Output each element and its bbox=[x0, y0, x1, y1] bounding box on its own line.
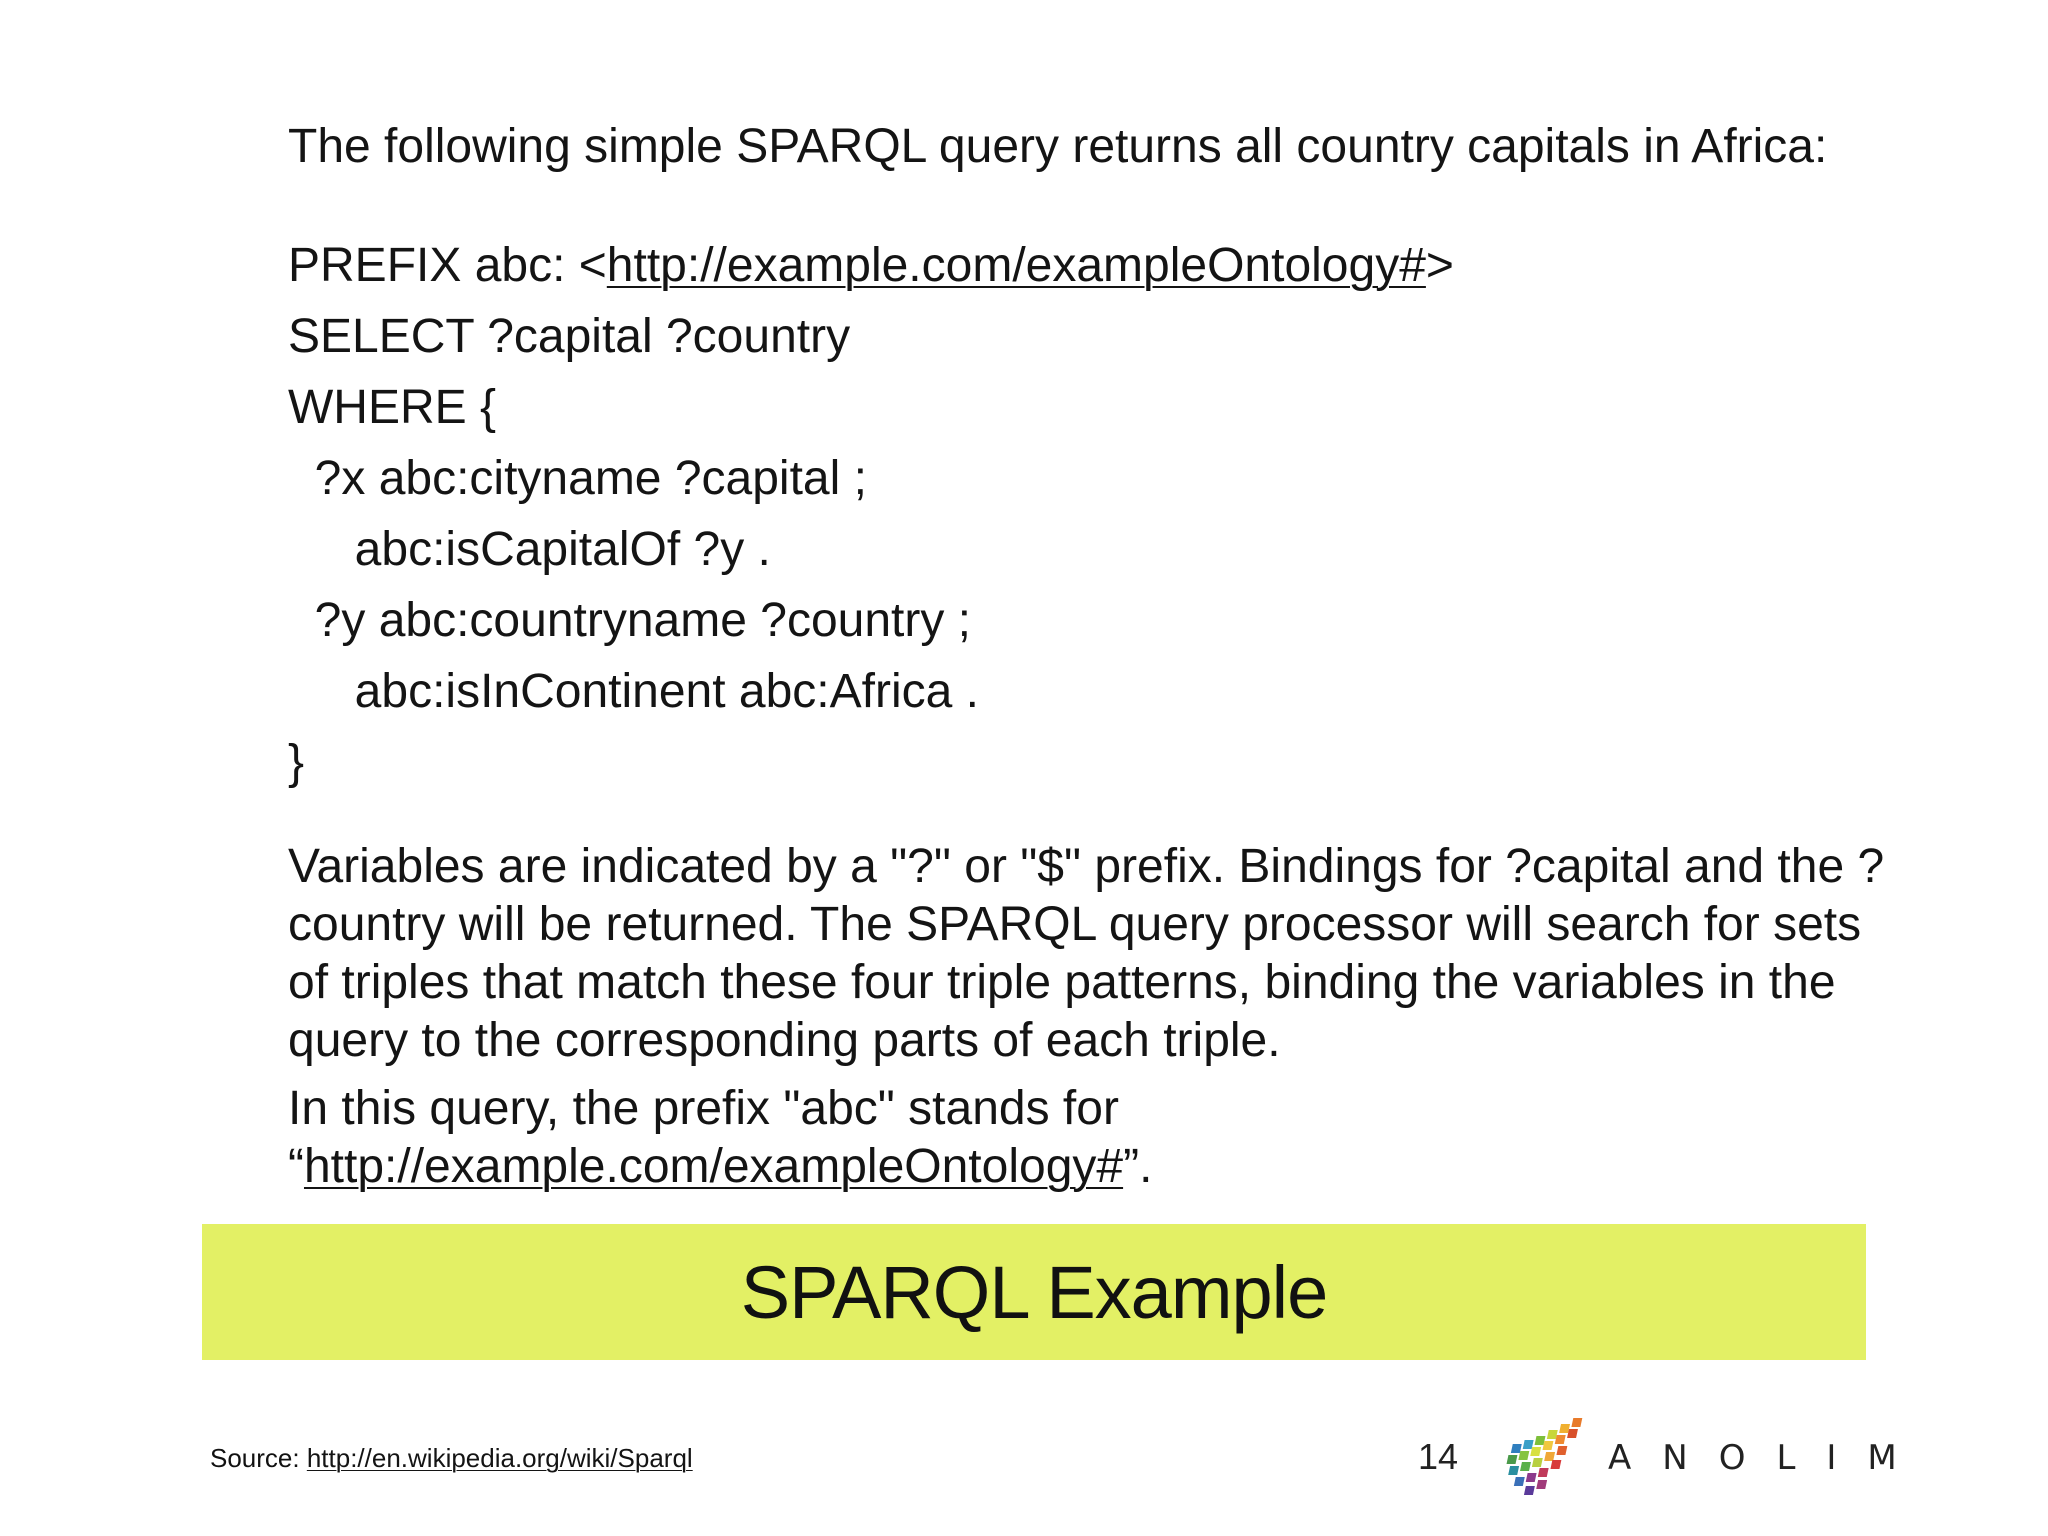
sparql-code-block bbox=[288, 230, 1888, 798]
prefix-explanation-text: In this query, the prefix "abc" stands for “ bbox=[288, 1082, 1119, 1193]
code-line: ?x abc:cityname ?capital ; bbox=[288, 452, 867, 505]
prefix-end: > bbox=[1425, 239, 1454, 292]
source-citation bbox=[210, 1443, 693, 1474]
prefix-explanation-paragraph bbox=[288, 1080, 1888, 1196]
source-url-link[interactable]: http://en.wikipedia.org/wiki/Sparql bbox=[306, 1443, 693, 1473]
explanation-paragraph: Variables are indicated by a "?" or "$" prefix. Bindings for ?capital and the ?country will be returned. The SPARQL query processor will search for sets of triples that match these four triple patterns, binding the variables in the query to the corresponding parts of each triple. bbox=[288, 840, 1885, 1067]
page-number: 14 bbox=[1418, 1436, 1459, 1477]
code-line: abc:isCapitalOf ?y . bbox=[288, 523, 771, 576]
title-band bbox=[202, 1224, 1866, 1360]
code-line: } bbox=[288, 736, 305, 789]
anolim-logo-icon bbox=[1500, 1410, 1610, 1510]
code-line: ?y abc:countryname ?country ; bbox=[288, 594, 972, 647]
prefix-url-link[interactable]: http://example.com/exampleOntology# bbox=[606, 239, 1426, 292]
slide-title: SPARQL Example bbox=[740, 1250, 1328, 1334]
intro-text: The following simple SPARQL query returns all country capitals in Africa: bbox=[288, 120, 1828, 173]
code-line-prefix bbox=[288, 230, 1888, 301]
code-line: abc:isInContinent abc:Africa . bbox=[288, 665, 980, 718]
ontology-url-link[interactable]: http://example.com/exampleOntology# bbox=[303, 1140, 1124, 1193]
anolim-logo bbox=[1500, 1410, 1928, 1510]
prefix-explanation-end: ”. bbox=[1123, 1140, 1153, 1193]
logo-wordmark: ANOLIM bbox=[1608, 1438, 1928, 1478]
code-line: SELECT ?capital ?country bbox=[288, 310, 851, 363]
prefix-start: PREFIX abc: < bbox=[288, 239, 607, 292]
source-label: Source: bbox=[210, 1443, 307, 1473]
slide-body bbox=[288, 118, 1888, 1196]
code-line: WHERE { bbox=[288, 381, 497, 434]
